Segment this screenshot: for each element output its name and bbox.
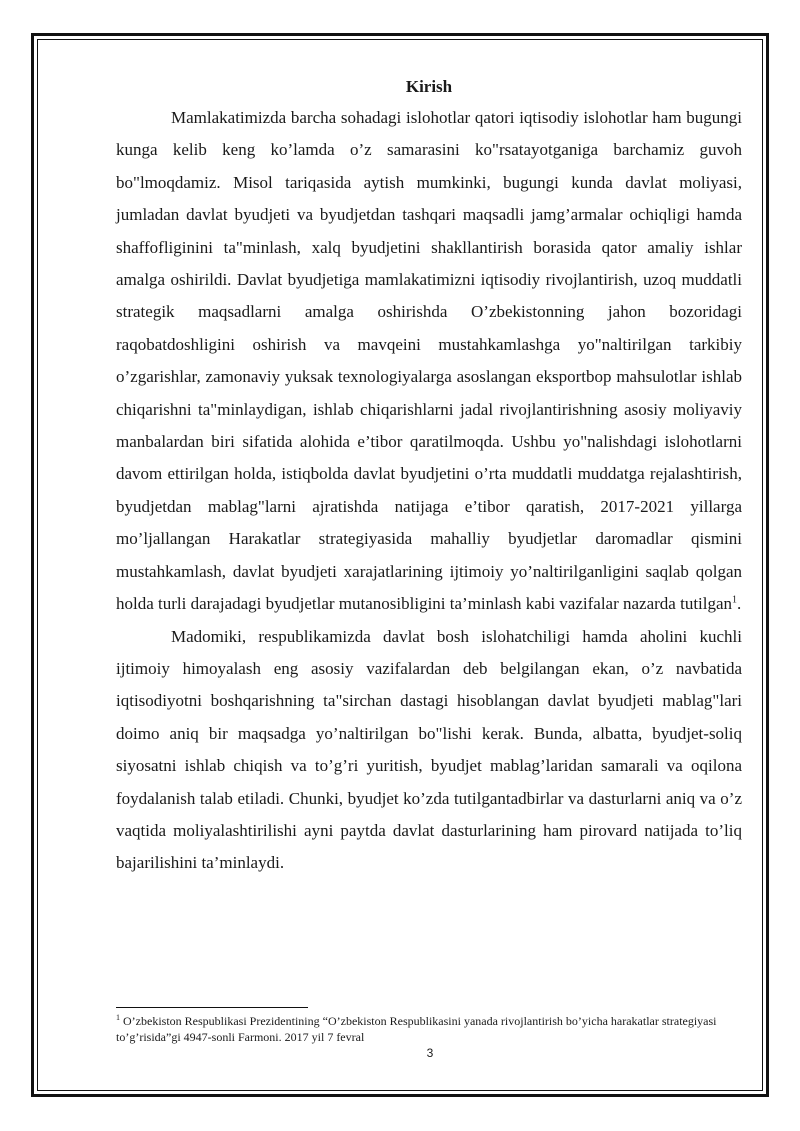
paragraph-2: Madomiki, respublikamizda davlat bosh islohatchiligi hamda aholini kuchli ijtimoiy himoyalash eng asosiy vazifalardan deb belgilangan ekan, o’z navbatida iqtisodiyotni boshqarishning ta"sirchan dastagi hisoblangan davlat byudjeti mablag"lari doimo aniq bir maqsadga yo’naltirilgan bo"lishi kerak. Bunda, albatta, byudjet-soliq siyosatni ishlab chiqish va to’g’ri yuritish, byudjet mablag’laridan samarali va oqilona foydalanish talab etiladi. Chunki, byudjet ko’zda tutilgantadbirlar va dasturlarni aniq va o’z vaqtida moliyalashtirilishi ayni paytda davlat dasturlarining ham pirovard natijada to’liq bajarilishini ta’minlaydi. — [116, 626, 742, 873]
page-body — [116, 72, 742, 880]
page-number: 3 — [426, 1046, 434, 1060]
footnote-number: 1 — [116, 1013, 120, 1022]
footnote-text: O’zbekiston Respublikasi Prezidentining “O’zbekiston Respublikasini yanada rivojlantirish bo’yicha harakatlar strategiyasi to’g’risida”gi 4947-sonli Farmoni. 2017 yil 7 fevral — [116, 1014, 717, 1044]
footnote-separator — [116, 1007, 308, 1008]
paragraph-1-end: . — [737, 594, 742, 614]
document-title: Kirish — [405, 77, 453, 96]
paragraph-1 — [116, 102, 742, 621]
paragraph-1-text: Mamlakatimizda barcha sohadagi islohotlar qatori iqtisodiy islohotlar ham bugungi kunga kelib keng ko’lamda o’z samarasini ko"rsatayotganiga barchamiz guvoh bo"lmoqdamiz. Misol tariqasida aytish mumkinki, bugungi kunda davlat moliyasi, jumladan davlat byudjeti va byudjetdan tashqari maqsadli jamg’armalar ochiqligi hamda shaffofliginini ta"minlash, xalq byudjetini shakllantirish borasida qator amaliy ishlar amalga oshirildi. Davlat byudjetiga mamlakatimizni iqtisodiy rivojlantirish, uzoq muddatli strategik maqsadlarni amalga oshirishda O’zbekistonning jahon bozoridagi raqobatdoshligini oshirish va mavqeini mustahkamlashga yo"naltirilgan tarkibiy o’zgarishlar, zamonaviy yuksak texnologiyalarga asoslangan eksportbop mahsulotlar ishlab chiqarishni ta"minlaydigan, ishlab chiqarishlarni jadal rivojlantirishning asosiy moliyaviy manbalardan biri sifatida alohida e’tibor qaratilmoqda. Ushbu yo"nalishdagi islohotlarni davom ettirilgan holda, istiqbolda davlat byudjetini o’rta muddatli muddatga rejalashtirish, byudjetdan mablag"larni ajratishda natijaga e’tibor qaratish, 2017-2021 yillarga mo’ljallangan Harakatlar strategiyasida mahalliy byudjetlar daromadlar qismini mustahkamlash, davlat byudjeti xarajatlarining ijtimoiy yo’naltirilganligini saqlab qolgan holda turli darajadagi byudjetlar mutanosibligini ta’minlash kabi vazifalar nazarda tutilgan — [116, 108, 742, 614]
footnote — [116, 1013, 736, 1045]
footnote-reference: 1 — [732, 594, 738, 606]
